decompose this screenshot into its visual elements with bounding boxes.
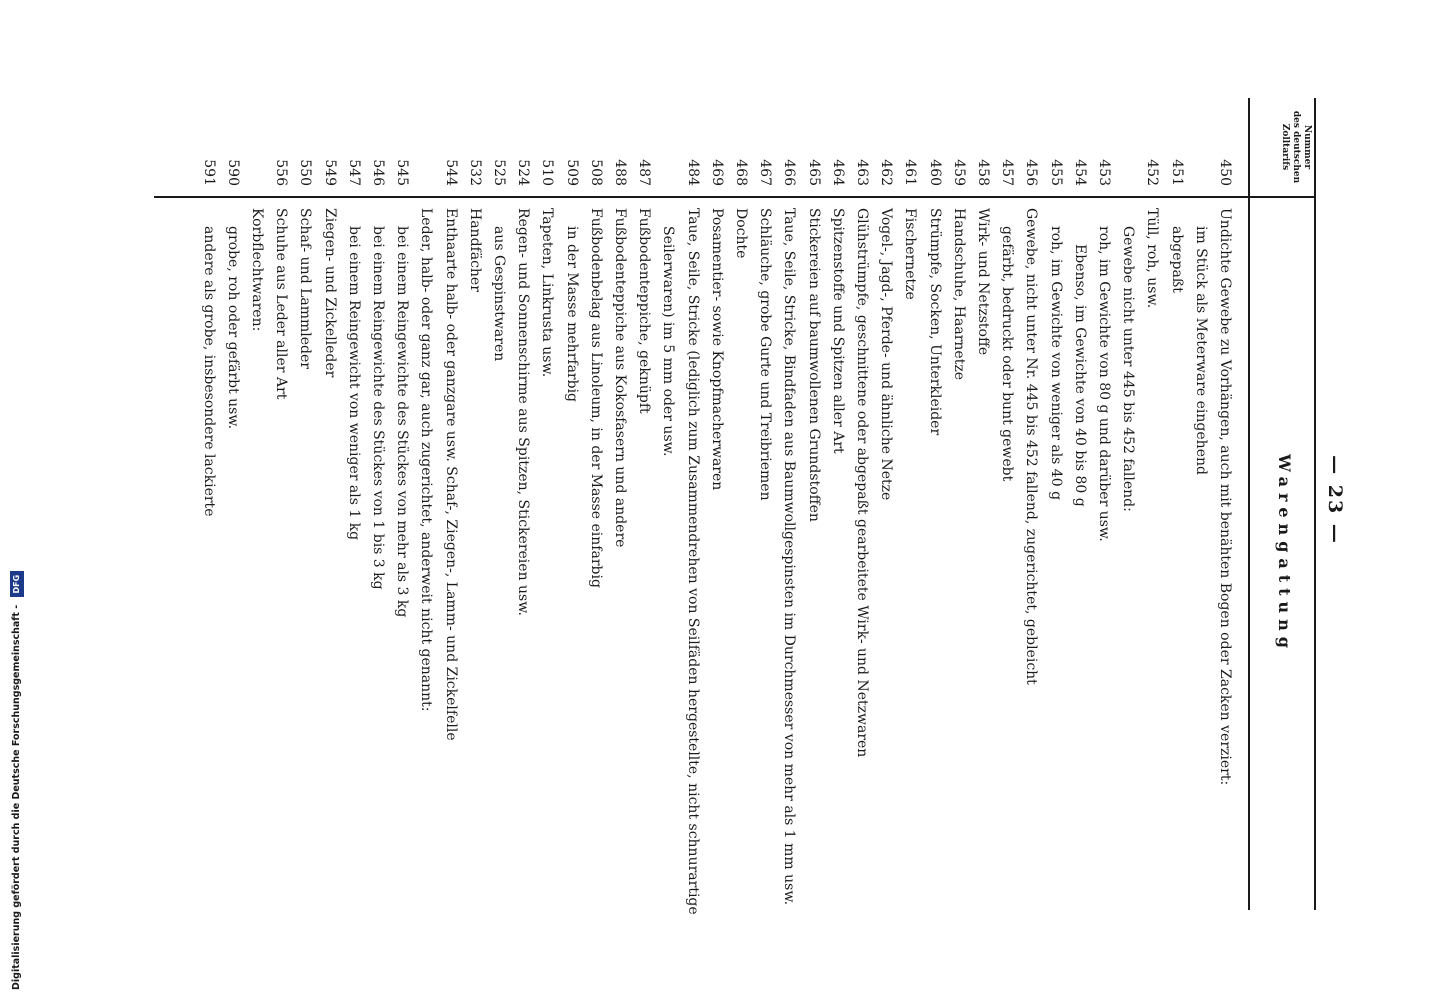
tariff-number: 549 [321,159,338,186]
goods-description: Korbflechtwaren: [249,208,265,332]
goods-description: in der Masse mehrfarbig [563,226,580,403]
tariff-number: 450 [1217,159,1233,186]
goods-description: im Stück als Meterware eingehend [1192,226,1209,475]
goods-description: Strümpfe, Socken, Unterkleider [926,208,943,436]
goods-description: abgepaßt [1168,226,1185,293]
goods-description: Fußbodenbelag aus Linoleum, in der Masse einfarbig [587,208,604,588]
goods-description: Taue, Seile, Stricke (lediglich zum Zusammendrehen von Seilfäden hergestellte, nicht schnurartige [684,208,701,915]
credit-text: Digitalisierung gefördert durch die Deutsche Forschungsgemeinschaft - [11,604,22,990]
tariff-number: 590 [224,159,241,186]
goods-description: Handfächer [466,208,483,292]
tariff-number: 546 [370,159,386,186]
tariff-number: 591 [200,159,217,186]
goods-description: Undichte Gewebe zu Vorhängen, auch mit benähten Bogen oder Zacken verziert: [1217,208,1233,786]
tariff-number: 468 [733,159,749,186]
goods-description: Fußbodenteppiche aus Kokosfasern und andere [612,208,628,548]
table-header-rule [1248,98,1250,910]
goods-description: Tüll, roh, usw. [1144,208,1161,309]
goods-description: Fußbodenteppiche, geknüpft [636,208,653,414]
column-header-number: Nummer des deutschen Zolltarifs [1280,110,1312,184]
tariff-number: 487 [636,159,653,186]
tariff-number: 547 [345,159,362,186]
tariff-number: 460 [926,159,943,186]
table-column-rule [154,196,1316,198]
tariff-number: 458 [975,159,991,186]
goods-description: bei einem Reingewichte des Stückes von mehr als 3 kg [394,226,411,618]
goods-description: bei einem Reingewichte des Stückes von 1 bis 3 kg [370,226,386,590]
goods-description: Ebenso, im Gewichte von 40 bis 80 g [1071,244,1088,507]
goods-description: Wirk- und Netzstoffe [975,208,991,356]
goods-description: Schaf- und Lammleder [297,208,314,369]
tariff-number: 467 [757,159,774,186]
tariff-number: 484 [684,159,701,186]
tariff-number: 525 [491,159,507,186]
goods-description: Enthaarte halb- oder ganzgare usw. Schaf-, Ziegen-, Lamm- und Zickelfelle [442,208,459,741]
goods-description: Fischernetze [902,208,919,300]
tariff-number: 453 [1096,159,1112,186]
goods-description: Spitzenstoffe und Spitzen aller Art [829,208,846,454]
tariff-number: 545 [394,159,411,186]
goods-description: Regen- und Sonnenschirme aus Spitzen, Stickereien usw. [515,208,532,617]
goods-description: Schuhe aus Leder aller Art [273,208,290,400]
tariff-number: 456 [1023,159,1040,186]
tariff-number: 532 [466,159,483,186]
goods-description: Gewebe nicht unter 445 bis 452 fallend: [1120,226,1137,512]
tariff-number: 509 [563,159,580,186]
page-number: — 23 — [1324,455,1346,545]
goods-description: Ziegen- und Zickelleder [321,208,338,378]
tariff-number: 510 [539,159,556,186]
tariff-number: 455 [1047,159,1064,186]
tariff-number: 469 [708,159,725,186]
goods-description: roh, im Gewichte von 80 g und darüber usw. [1096,226,1112,542]
goods-description: Leder, halb- oder ganz gar, auch zugerichtet, anderweit nicht genannt: [418,208,435,712]
goods-description: Posamentier- sowie Knopfmacherwaren [708,208,725,491]
goods-description: Stickereien auf baumwollenen Grundstoffen [805,208,822,522]
tariff-number: 457 [999,159,1016,186]
goods-description: Seilerwaren) im 5 mm oder usw. [660,226,677,457]
goods-description: grobe, roh oder gefärbt usw. [224,226,241,430]
goods-description: Tapeten, Linkrusta usw. [539,208,556,378]
tariff-number: 466 [781,159,798,186]
goods-description: Dochte [733,208,749,259]
goods-description: bei einem Reingewicht von weniger als 1 kg [345,226,362,541]
tariff-number: 488 [612,159,628,186]
column-header-goods: Warengattung [1275,454,1294,654]
tariff-number: 550 [297,159,314,186]
dfg-logo: DFG [10,571,24,598]
tariff-number: 544 [442,159,459,186]
tariff-number: 508 [587,159,604,186]
goods-description: Gewebe, nicht unter Nr. 445 bis 452 fallend, zugerichtet, gebleicht [1023,208,1040,685]
goods-description: roh, im Gewichte von weniger als 40 g [1047,226,1064,501]
goods-description: aus Gespinstwaren [491,226,507,362]
goods-description: Glühstrümpfe, geschnittene oder abgepaßt gearbeitete Wirk- und Netzwaren [854,208,870,758]
goods-description: Schläuche, grobe Gurte und Treibriemen [757,208,774,501]
tariff-number: 463 [854,159,870,186]
goods-description: Taue, Seile, Stricke, Bindfaden aus Baumwollgespinsten im Durchmesser von mehr als 1 mm usw. [781,208,798,906]
tariff-number: 462 [878,159,895,186]
tariff-number: 452 [1144,159,1161,186]
tariff-number: 461 [902,159,919,186]
tariff-number: 465 [805,159,822,186]
tariff-number: 556 [273,159,290,186]
goods-description: andere als grobe, insbesondere lackierte [200,226,217,517]
tariff-number: 524 [515,159,532,186]
goods-description: Handschuhe, Haarnetze [950,208,967,380]
table-top-rule [1314,98,1316,910]
tariff-number: 451 [1168,159,1185,186]
tariff-number: 459 [950,159,967,186]
goods-description: gefärbt, bedruckt oder bunt gewebt [999,226,1016,482]
goods-description: Vogel-, Jagd-, Pferde- und ähnliche Netze [878,208,895,501]
tariff-number: 464 [829,159,846,186]
tariff-number: 454 [1071,159,1088,186]
